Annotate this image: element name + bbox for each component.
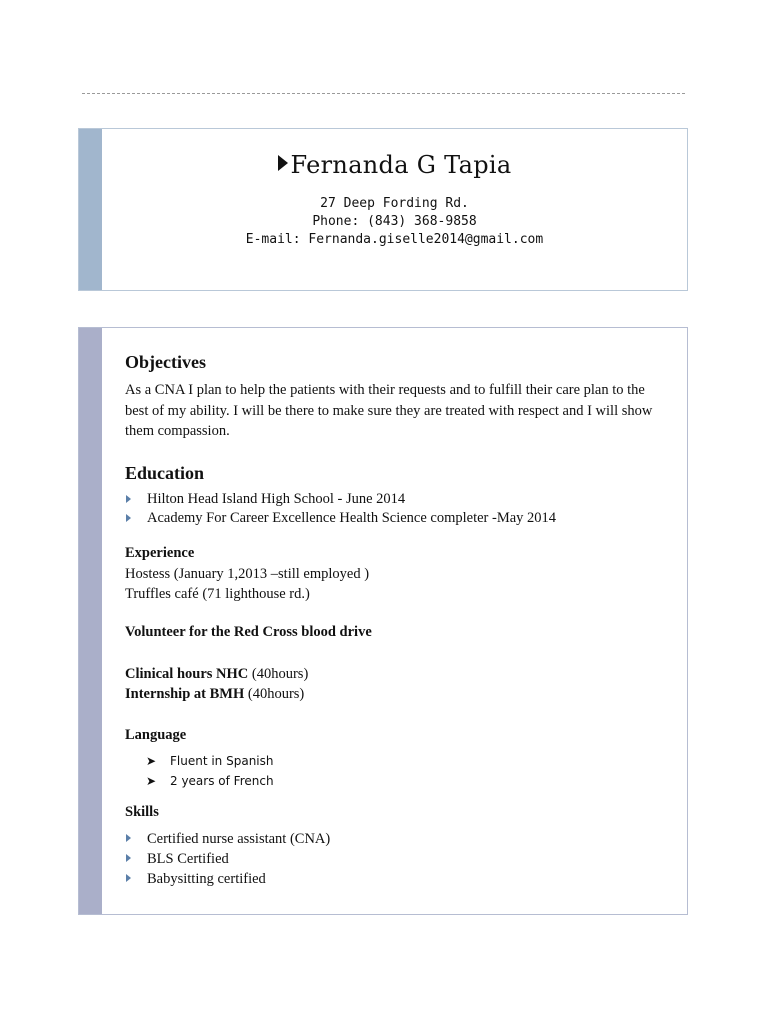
applicant-name [102,151,687,179]
experience-line: Hostess (January 1,2013 –still employed ) [125,566,370,582]
contact-block [102,195,687,249]
triangle-bullet-icon [126,834,131,842]
list-item: Hilton Head Island High School - June 2014 [125,490,556,509]
clinical-hours: Clinical hours NHC (40hours) [125,666,309,682]
list-item: ➤ Fluent in Spanish [125,751,274,771]
header-panel [78,128,688,291]
top-divider [82,93,685,94]
triangle-bullet-icon [126,854,131,862]
phone: Phone: (843) 368-9858 [312,214,477,229]
internship-hours: Internship at BMH (40hours) [125,686,305,702]
list-item: Babysitting certified [125,869,330,889]
experience-heading: Experience [125,545,195,561]
resume-body-panel [78,327,688,915]
triangle-bullet-icon [126,874,131,882]
arrowhead-bullet-icon: ➤ [146,774,157,788]
triangle-bullet-icon [126,514,131,522]
experience-line: Truffles café (71 lighthouse rd.) [125,586,310,602]
header-accent-bar [79,129,102,290]
volunteer-line: Volunteer for the Red Cross blood drive [125,624,372,640]
triangle-right-icon [278,155,288,171]
list-item: ➤ 2 years of French [125,771,274,791]
email: E-mail: Fernanda.giselle2014@gmail.com [245,232,544,247]
skills-heading: Skills [125,804,159,820]
skills-list [125,829,330,889]
objectives-heading: Objectives [125,352,206,372]
list-item: Certified nurse assistant (CNA) [125,829,330,849]
language-list [125,751,274,791]
objectives-text: As a CNA I plan to help the patients with their requests and to fulfill their care plan to the best of my ability. I will be there to make sure they are treated with respect and I will show them compassion. [125,382,653,439]
language-heading: Language [125,727,187,743]
arrowhead-bullet-icon: ➤ [146,754,157,768]
education-heading: Education [125,463,205,483]
triangle-bullet-icon [126,495,131,503]
address: 27 Deep Fording Rd. [320,196,469,211]
list-item: BLS Certified [125,849,330,869]
body-accent-bar [79,328,102,914]
list-item: Academy For Career Excellence Health Science completer -May 2014 [125,509,556,528]
education-list [125,490,556,528]
name-text: Fernanda G Tapia [290,151,512,179]
